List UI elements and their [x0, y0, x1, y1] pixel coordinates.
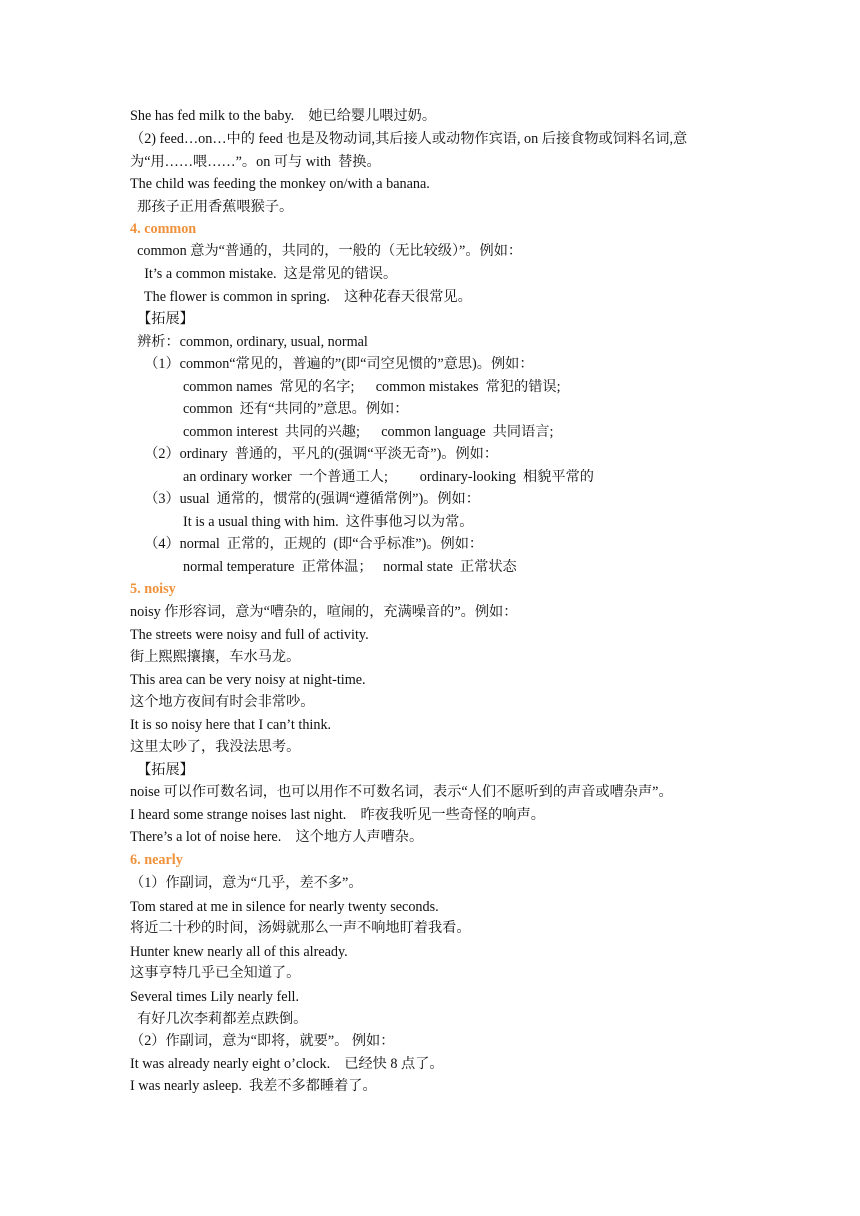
- example-sentence: common 还有“共同的”意思。例如：: [183, 401, 409, 417]
- example-sentence: The flower is common in spring. 这种花春天很常见。: [130, 289, 472, 305]
- example-translation: 这事亨特几乎已全知道了。: [130, 965, 301, 981]
- expansion-label: 【拓展】: [130, 311, 194, 327]
- section-heading-noisy: 5. noisy: [130, 581, 176, 597]
- list-item: （1）common“常见的，普遍的”(即“司空见惯的”意思)。例如：: [130, 356, 534, 372]
- expansion-label: 【拓展】: [130, 762, 194, 778]
- example-sentence: This area can be very noisy at night-time.: [130, 672, 366, 688]
- example-sentence: It’s a common mistake. 这是常见的错误。: [130, 266, 398, 282]
- explanation-text: 为“用……喂……”。on 可与 with 替换。: [130, 154, 381, 170]
- example-sentence: She has fed milk to the baby. 她已给婴儿喂过奶。: [130, 108, 437, 124]
- example-sentence: It is a usual thing with him. 这件事他习以为常。: [183, 514, 474, 530]
- explanation-text: （2）作副词，意为“即将，就要”。 例如：: [130, 1033, 395, 1049]
- example-sentence: There’s a lot of noise here. 这个地方人声嘈杂。: [130, 829, 424, 845]
- example-translation: 将近二十秒的时间，汤姆就那么一声不响地盯着我看。: [130, 920, 471, 936]
- section-heading-nearly: 6. nearly: [130, 852, 183, 868]
- example-sentence: an ordinary worker 一个普通工人; ordinary-looking 相貌平常的: [183, 469, 594, 485]
- example-sentence: common names 常见的名字; common mistakes 常犯的错误;: [183, 379, 561, 395]
- example-sentence: The child was feeding the monkey on/with a banana.: [130, 176, 430, 192]
- explanation-text: common 意为“普通的，共同的，一般的（无比较级）”。例如：: [130, 243, 523, 259]
- explanation-text: （2) feed…on…中的 feed 也是及物动词,其后接人或动物作宾语, on 后接食物或饲料名词,意: [130, 131, 688, 147]
- section-heading-common: 4. common: [130, 221, 197, 237]
- example-sentence: Tom stared at me in silence for nearly twenty seconds.: [130, 899, 439, 915]
- example-translation: 有好几次李莉都差点跌倒。: [130, 1011, 308, 1027]
- example-sentence: I was nearly asleep. 我差不多都睡着了。: [130, 1078, 377, 1094]
- example-sentence: common interest 共同的兴趣; common language 共同语言;: [183, 424, 554, 440]
- explanation-text: noisy 作形容词，意为“嘈杂的，喧闹的，充满噪音的”。例如：: [130, 604, 518, 620]
- explanation-text: （1）作副词，意为“几乎，差不多”。: [130, 875, 363, 891]
- example-translation: 这个地方夜间有时会非常吵。: [130, 694, 315, 710]
- example-sentence: I heard some strange noises last night. 昨夜我听见一些奇怪的响声。: [130, 807, 545, 823]
- example-sentence: normal temperature 正常体温； normal state 正常状态: [183, 559, 517, 575]
- example-sentence: Hunter knew nearly all of this already.: [130, 944, 348, 960]
- example-sentence: It was already nearly eight o’clock. 已经快 8 点了。: [130, 1056, 444, 1072]
- example-translation: 那孩子正用香蕉喂猴子。: [130, 199, 294, 215]
- list-item: （3）usual 通常的，惯常的(强调“遵循常例”)。例如：: [130, 491, 480, 507]
- list-item: （2）ordinary 普通的，平凡的(强调“平淡无奇”)。例如：: [130, 446, 499, 462]
- example-sentence: Several times Lily nearly fell.: [130, 989, 300, 1005]
- example-translation: 街上熙熙攘攘，车水马龙。: [130, 649, 301, 665]
- example-sentence: The streets were noisy and full of activity.: [130, 627, 369, 643]
- example-translation: 这里太吵了，我没法思考。: [130, 739, 301, 755]
- explanation-text: noise 可以作可数名词，也可以用作不可数名词，表示“人们不愿听到的声音或嘈杂声”。: [130, 784, 673, 800]
- list-item: （4）normal 正常的，正规的 (即“合乎标准”)。例如：: [130, 536, 484, 552]
- explanation-text: 辨析：common, ordinary, usual, normal: [130, 334, 368, 350]
- example-sentence: It is so noisy here that I can’t think.: [130, 717, 332, 733]
